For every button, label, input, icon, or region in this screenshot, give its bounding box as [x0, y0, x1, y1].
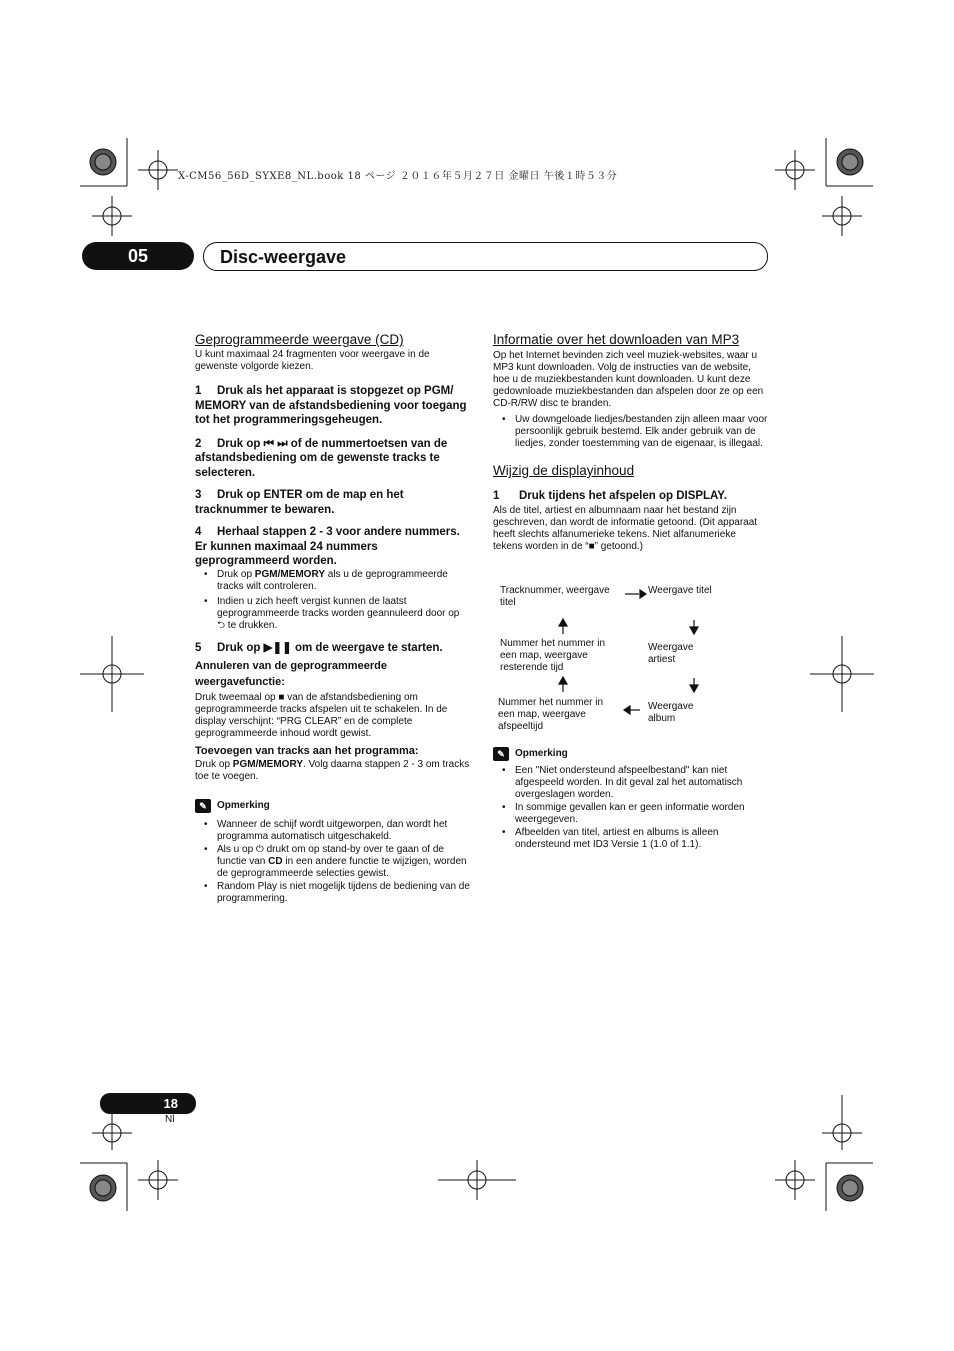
- intro-text: U kunt maximaal 24 fragmenten voor weergave in de gewenste volgorde kiezen.: [195, 349, 430, 372]
- book-meta-line: X-CM56_56D_SYXE8_NL.book 18 ページ ２０１６年５月２７日 金曜日 午後１時５３分: [178, 171, 618, 182]
- step-1: [195, 384, 470, 428]
- list-item: • Indien u zich heeft vergist kunnen de laatst geprogrammeerde tracks worden geannuleerd door op ⮌ te drukken.: [195, 596, 470, 632]
- display-step-1-number: 1: [493, 490, 500, 502]
- add-heading: Toevoegen van tracks aan het programma:: [195, 745, 419, 757]
- list-item: • Een "Niet ondersteund afspeelbestand" kan niet afgespeeld worden. In dit geval zal het automatisch overgeslagen worden.: [493, 765, 768, 801]
- note-label: Opmerking: [515, 748, 568, 759]
- language-code: Nl: [165, 1114, 175, 1125]
- step-5-text-b: om de weergave te starten.: [294, 641, 443, 654]
- step-5: [195, 641, 470, 656]
- add-text: Druk op PGM/MEMORY. Volg daarna stappen 2 - 3 om tracks toe te voegen.: [195, 759, 470, 782]
- step-3: [195, 488, 470, 517]
- step-2-text-b: of de nummertoetsen van de afstandsbediening om de gewenste tracks te selecteren.: [195, 437, 448, 479]
- display-text: Als de titel, artiest en albumnaam naar het bestand zijn geschreven, dan wordt de informatie getoond. (Dit apparaat heeft slechts alfanumerieke tekens. Niet alfanumerieke tekens worden in de “■” getoond.): [493, 504, 758, 552]
- step-1-number: 1: [195, 385, 202, 397]
- pencil-icon: ✎: [493, 747, 509, 761]
- list-item: • Random Play is niet mogelijk tijdens de bediening van de programmering.: [195, 881, 470, 905]
- note-list: [493, 765, 768, 851]
- prev-next-icon: ⏮ ⏭: [263, 437, 288, 450]
- step-5-text-a: Druk op: [217, 641, 261, 654]
- step-4-text: Herhaal stappen 2 - 3 voor andere nummers. Er kunnen maximaal 24 nummers geprogrammeerd worden.: [195, 526, 460, 567]
- pencil-icon: ✎: [195, 799, 211, 813]
- note-header: [493, 747, 768, 761]
- step-1-text: Druk als het apparaat is stopgezet op PGM/ MEMORY van de afstandsbediening voor toegang tot het programmeringsgeheugen.: [195, 385, 467, 426]
- list-item: • Uw downgeloade liedjes/bestanden zijn alleen maar voor persoonlijk gebruik bestemd. Elk ander gebruik van de liedjes, zonder toestemming van de eigenaar, is illegaal.: [493, 414, 768, 450]
- play-pause-icon: ▶❚❚: [263, 641, 292, 654]
- diagram-remaining-time: Nummer het nummer in een map, weergave resterende tijd: [500, 638, 606, 673]
- page-number-badge: 18: [100, 1093, 196, 1114]
- chapter-title: Disc-weergave: [220, 247, 347, 267]
- step-3-text: Druk op ENTER om de map en het tracknummer te bewaren.: [195, 489, 404, 516]
- diagram-track-title: Tracknummer, weergave titel: [500, 585, 610, 608]
- step-3-number: 3: [195, 489, 202, 501]
- right-note: [493, 747, 768, 851]
- note-list: [195, 819, 470, 905]
- return-icon: ⮌: [217, 619, 226, 631]
- cancel-text: Druk tweemaal op ■ van de afstandsbediening om geprogrammeerde tracks afspelen uit te schakelen. In de display verschijnt: “PRG CLEAR” en de complete geprogrammeerde inhoud wordt gewist.: [195, 692, 448, 739]
- list-item: • Afbeelden van titel, artiest en albums is alleen ondersteund met ID3 Versie 1 (1.0 of 1.1).: [493, 827, 768, 851]
- list-item: • In sommige gevallen kan er geen informatie worden weergegeven.: [493, 802, 768, 826]
- list-item: • Wanneer de schijf wordt uitgeworpen, dan wordt het programma automatisch uitgeschakeld.: [195, 819, 470, 843]
- mp3-text: Op het Internet bevinden zich veel muziek-websites, waar u MP3 kunt downloaden. Volg de instructies van de website, hoe u de muziekbestanden kunt downloaden. U kunt deze gedownloade muziekbestanden dan afspelen door ze op een CD-R/RW disc te branden.: [493, 350, 764, 409]
- cancel-heading: Annuleren van de geprogrammeerde weergavefunctie:: [195, 660, 387, 688]
- diagram-album: Weergave album: [648, 701, 694, 724]
- display-step-1-text: Druk tijdens het afspelen op DISPLAY.: [519, 490, 727, 502]
- diagram-title: Weergave titel: [648, 585, 712, 596]
- list-item: • Druk op PGM/MEMORY als u de geprogrammeerde tracks wilt controleren.: [195, 569, 470, 593]
- right-column: [493, 332, 768, 553]
- step-2-number: 2: [195, 437, 202, 450]
- mp3-bullets: [493, 414, 768, 450]
- diagram-arrows: [490, 580, 720, 720]
- note-label: Opmerking: [217, 800, 270, 811]
- chapter-title-box: [203, 242, 768, 271]
- step-2: [195, 437, 470, 481]
- section-heading-display: Wijzig de displayinhoud: [493, 463, 635, 478]
- diagram-artist: Weergave artiest: [648, 642, 694, 665]
- section-heading-programmed: Geprogrammeerde weergave (CD): [195, 332, 404, 347]
- step-5-number: 5: [195, 641, 202, 654]
- list-item: • Als u op ⏻ drukt om op stand-by over te gaan of de functie van CD in een andere functie te wijzigen, worden de geprogrammeerde selecties gewist.: [195, 844, 470, 880]
- step-4-bullets: [195, 569, 470, 632]
- power-icon: ⏻: [255, 844, 264, 855]
- step-4-number: 4: [195, 526, 202, 538]
- diagram-play-time: Nummer het nummer in een map, weergave afspeeltijd: [498, 697, 604, 732]
- section-heading-mp3: Informatie over het downloaden van MP3: [493, 332, 740, 347]
- step-2-text-a: Druk op: [217, 437, 261, 450]
- note-header: [195, 799, 470, 813]
- display-step-1: [493, 489, 768, 504]
- step-4: [195, 525, 470, 569]
- chapter-number-badge: 05: [82, 242, 194, 270]
- left-column: [195, 332, 470, 905]
